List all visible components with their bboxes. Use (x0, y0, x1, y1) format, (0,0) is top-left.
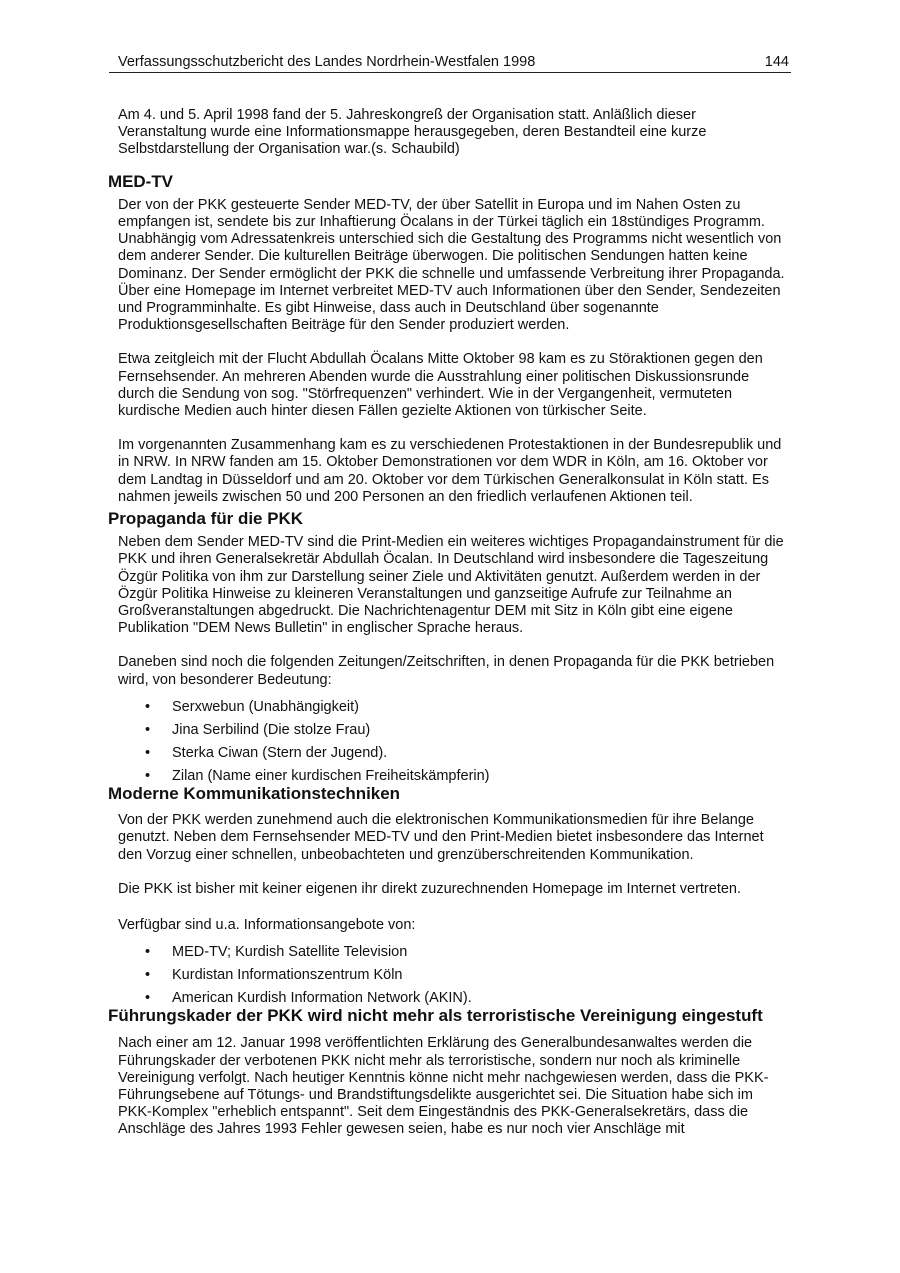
paragraph: Von der PKK werden zunehmend auch die elektronischen Kommunikationsmedien für ihre Belange genutzt. Neben dem Fernsehsender MED-TV und den Print-Medien bietet insbesondere das Internet den Vorzug einer schnellen, unbeobachteten und grenzüberschreitenden Kommunikation. (118, 812, 764, 863)
page-header (109, 52, 791, 73)
paragraph: Verfügbar sind u.a. Informationsangebote von: (118, 916, 416, 933)
section-heading-fuehrungskader: Führungskader der PKK wird nicht mehr als terroristische Vereinigung eingestuft (108, 1006, 763, 1026)
paragraph: Etwa zeitgleich mit der Flucht Abdullah Öcalans Mitte Oktober 98 kam es zu Störaktionen gegen den Fernsehsender. An mehreren Abenden wurde die Ausstrahlung einer politischen Diskussionsrunde durch die Sendung von sog. "Störfrequenzen" verhindert. Wie in der Vergangenheit, vermuteten kurdische Medien auch hinter diesen Fällen gezielte Aktionen von türkischer Seite. (118, 351, 763, 420)
section-heading-kommunikation: Moderne Kommunikationstechniken (108, 783, 401, 803)
section-heading-med-tv: MED-TV (108, 171, 173, 191)
list-item: • Sterka Ciwan (Stern der Jugend). (108, 745, 792, 768)
paragraph: Im vorgenannten Zusammenhang kam es zu verschiedenen Protestaktionen in der Bundesrepublik und in NRW. In NRW fanden am 15. Oktober Demonstrationen vor dem WDR in Köln, am 16. Oktober vor dem Landtag in Düsseldorf und am 20. Oktober vor dem Türkischen Generalkonsulat in Köln statt. Es nahmen jeweils zwischen 50 und 200 Personen an den friedlich verlaufenen Aktionen teil. (118, 437, 782, 505)
paragraph: Der von der PKK gesteuerte Sender MED-TV, der über Satellit in Europa und im Nahen Osten zu empfangen ist, sendete bis zur Inhaftierung Öcalans in der Türkei täglich ein 18stündiges Programm. Unabhängig vom Adressatenkreis unterschied sich die Gestaltung des Programms nicht wesentlich von dem anderer Sender. Die kulturellen Beiträge überwogen. Die politischen Sendungen hatten keine Dominanz. Der Sender ermöglicht der PKK die schnelle und umfassende Verbreitung ihrer Propaganda. Über eine Homepage im Internet verbreitet MED-TV auch Informationen über den Sender, Sendezeiten und Programminhalte. Es gibt Hinweise, dass auch in Deutschland über sogenannte Produktionsgesellschaften Beiträge für den Sender produziert werden. (118, 196, 785, 334)
paragraph: Daneben sind noch die folgenden Zeitungen/Zeitschriften, in denen Propaganda für die PKK betrieben wird, von besonderer Bedeutung: (118, 654, 775, 688)
list-item: • MED-TV; Kurdish Satellite Television (108, 944, 792, 967)
paragraph: Die PKK ist bisher mit keiner eigenen ihr direkt zuzurechnenden Homepage im Internet vertreten. (118, 880, 742, 897)
list-item: • Zilan (Name einer kurdischen Freiheitskämpferin) (108, 768, 792, 791)
header-title: Verfassungsschutzbericht des Landes Nordrhein-Westfalen 1998 (118, 54, 536, 70)
paragraph: Nach einer am 12. Januar 1998 veröffentlichten Erklärung des Generalbundesanwaltes werden die Führungskader der verbotenen PKK nicht mehr als terroristische, sondern nur noch als kriminelle Vereinigung verfolgt. Nach heutiger Kenntnis könne nicht mehr nachgewiesen werden, dass die PKK-Führungsebene auf Tötungs- und Brandstiftungsdelikte ausgerichtet sei. Die Situation habe sich im PKK-Komplex "erheblich entspannt". Seit dem Eingeständnis des PKK-Generalsekretärs, dass die Anschläge des Jahres 1993 Fehler gewesen seien, habe es nur noch vier Anschläge mit (118, 1035, 769, 1138)
list-item: • American Kurdish Information Network (AKIN). (108, 990, 792, 1013)
section-heading-propaganda: Propaganda für die PKK (108, 509, 303, 529)
page-number: 144 (764, 54, 789, 70)
bullet-list-publications (108, 699, 792, 791)
intro-paragraph: Am 4. und 5. April 1998 fand der 5. Jahreskongreß der Organisation statt. Anläßlich dieser Veranstaltung wurde eine Informationsmappe herausgegeben, deren Bestandteil eine kurze Selbstdarstellung der Organisation war.(s. Schaubild) (118, 107, 707, 158)
list-item: • Serxwebun (Unabhängigkeit) (108, 699, 792, 722)
page-content (108, 107, 792, 1139)
bullet-list-sources (108, 944, 792, 1013)
list-item: • Kurdistan Informationszentrum Köln (108, 967, 792, 990)
paragraph: Neben dem Sender MED-TV sind die Print-Medien ein weiteres wichtiges Propagandainstrument für die PKK und ihren Generalsekretär Abdullah Öcalan. In Deutschland wird insbesondere die Tageszeitung Özgür Politika von ihm zur Darstellung seiner Ziele und Aktivitäten genutzt. Außerdem werden in der Özgür Politika Hinweise zu kleineren Veranstaltungen und ganzseitige Aufrufe zur Teilnahme an Großveranstaltungen abgedruckt. Die Nachrichtenagentur DEM mit Sitz in Köln gibt eine eigene Publikation "DEM News Bulletin" in englischer Sprache heraus. (118, 534, 784, 637)
list-item: • Jina Serbilind (Die stolze Frau) (108, 722, 792, 745)
